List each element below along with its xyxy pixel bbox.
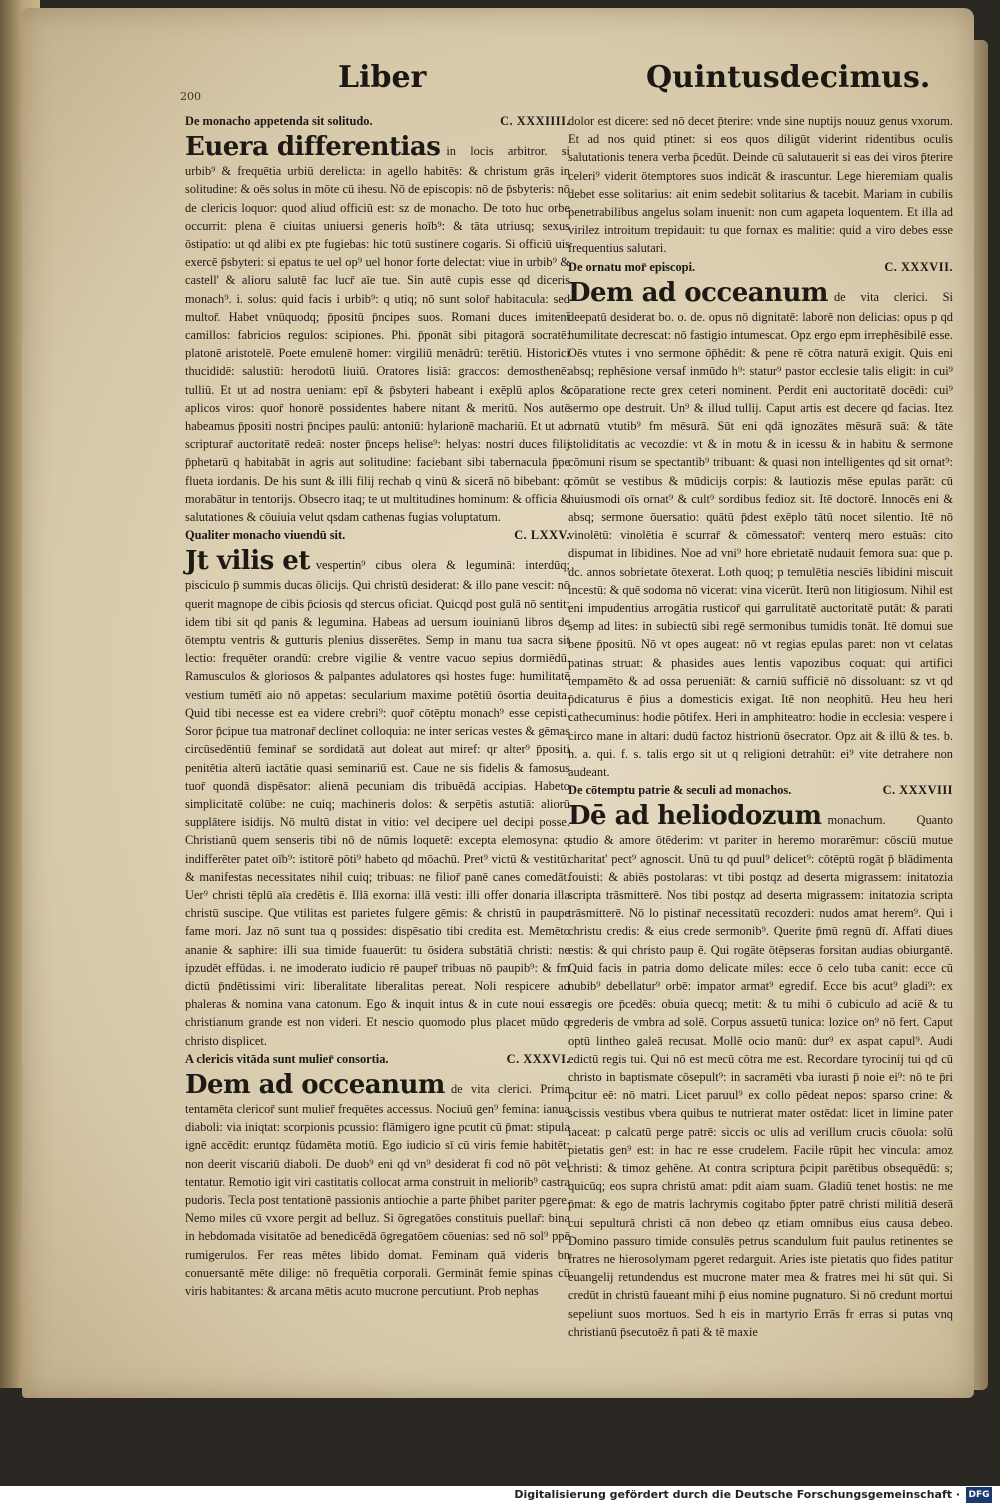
body-text: monachum. Quanto studio & amore ōtēderim: vt pariter in heremo morarēmur: cōsciū mutue charitat' pect⁹ agnoscit. Unū tu qd puul⁹ delicet⁹: cōtēptū rogāt p̄ blādimenta fouisti: & abiēs postolaras: vt tibi postqz ad deserta migrassem: initatozia scripta trāsmitterē. Nos tibi postqz ad deserta migrassem: initatozia scripta trāsmitterē. Nō lo pistinar̄ necessitatū recozderi: nudos amat herem⁹. Qui i christu credis: & eius crede sermonib⁹. Querite p̄mū regnū dī. Affati diues estis: & qui christo paup ē. Qui rogāte ōtēpseras forsitan audias obiurgantē. Quid facis in patria domo delicate miles: ecce ō celo tuba canit: ecce cū nubib⁹ debellatur⁹ orbē: impator armat⁹ egredif. Ecce bis acut⁹ gladi⁹: ex regis ore p̄cedēs: obuia quecq; metit: & tu mihi ō cubiculo ad aciē & tu egrederis de vmbra ad solē. Corpus assuetū tunica: lozice on⁹ nō fert. Caput optū lintheo galeā recusat. Mollē ocio manū: dur⁹ ex aspat capul⁹. Audi edictū regis tui. Qui nō est mecū cōtra me est. Recordare tyrocinij tui qd cū christo in baptismate cōsepult⁹: in sacramēti vba iurasti p̄ noie ei⁹: nō te p̄ri pcitur eē: nō matri. Licet paruul⁹ ex collo pēdeat nepos: sparso crine: & scissis vestibus vbera quibus te nutrierat mater ostēdat: licet in limine pater iaceat: p calcatū perge patrē: siccis oc ulis ad verillum crucis cōuola: solū pietatis gen⁹ est: in hac re esse crudelem. Facile rūpit hec vincula: amoz christi: & timoz gehēne. At contra scriptura p̄cipit parētibus obsequēdū: s; quicūq; eos supra christū amat: pdit aiam suam. Gladiū tenet hostis: ne me p̄mat: & ego de matris lachrymis cogitabo p̄pter patrē christi militiā deserā cui sepulturā christi cā non debeo qz etiam omnibus eius causa debeo. Domino passuro timide consulēs petrus scandulum fuit paulus retinentes se fratres ne hierosolymam pgeret redarguit. Aries iste pietatis quo fides patitur euangelij retundendus est mucrone mater mea & fratres mei hi sūt qui. Si credūt in christū faueant mihi p̄ eius nomine pugnaturo. Si nō credunt mortui sepeliunt suos mortuos. Sed h eis in martyrio Errās fr erras si putas vnq christianū p̄secutoēz ñ pati & tē maxie — [568, 813, 953, 1339]
funding-credit: Digitalisierung gefördert durch die Deutsche Forschungsgemeinschaft · — [514, 1488, 960, 1501]
folio-number: 200 — [180, 90, 201, 103]
chapter-body — [568, 276, 953, 781]
chapter-rubric: De cōtemptu patrie & seculi ad monachos. — [568, 783, 792, 798]
chapter-number: C. XXXVIII — [882, 783, 953, 798]
chapter-body — [185, 1068, 570, 1300]
chapter-heading — [185, 526, 570, 544]
chapter-rubric: A clericis vitāda sunt mulier̄ consortia. — [185, 1051, 389, 1066]
chapter-number: C. XXXVI. — [506, 1051, 570, 1066]
chapter-body — [185, 544, 570, 1049]
incipit-display-line: Euera differentias — [185, 132, 441, 163]
dfg-logo: DFG — [966, 1487, 992, 1503]
chapter-number: C. XXXVII. — [884, 259, 953, 274]
running-head-left: Liber — [338, 60, 427, 95]
text-column-right — [568, 112, 953, 1341]
chapter-rubric: De monacho appetenda sit solitudo. — [185, 114, 373, 128]
chapter-heading — [185, 1050, 570, 1068]
body-text: de vita clerici. Si deepatū desiderat bo. o. de. opus nō dignitatē: laborē non delicias: opus p qd humilitate decrescat: nō fastigio intumescat. Opz ergo epm irrephēsibilē esse. Oēs vtutes i vno sermone ōp̄hēdit: & pene rē cōtra naturā exigit. Quis eni absq; rephēsione versaf inmūdo h⁹: statur⁹ pastor ecclesie talis eligit: in cui⁹ cōparatione recte grex ceteri nominent. Perdit eni auctoritatē docēdi: cui⁹ sermo ope destruit. Un⁹ & illud tullij. Caput artis est decere qd facias. Itez ornatū vtutib⁹ fm mēsurā. Sūt eni qdā ignozātes mēsurā suā: & tāte stoliditatis ac vecozdie: vt & in motu & in icessu & in habitu & sermone cōmuni risum se spectantib⁹ tribuant: & quasi non intelligentes qd sit ornat⁹: cōmūt se vestibus & mūdicijs corpis: & lautiozis mēse epulas parāt: cū huiusmodi oīs ornat⁹ & cult⁹ sordibus fedioz sit. Itē doctorē. Innocēs eni & absq; sermone ōuersatio: quātū p̄dest exēplo tātū nocet silentio. Itē nō vinolētū: vinolētia ē scurrar̄ & cōmessator̄: venterq mero estuās: cito dispumat in libidines. Noe ad vni⁹ hore ebrietatē nudauit femora sua: que p. dc. annos sobrietate ōtexerat. Loth quoq; p temulētia nesciēs libidini miscuit incestū: & quē sodoma nō vicerat: vina vicerūt. Iterū non litigiosum. Nihil est eni impudentius arrogātia rusticor̄ qui garrulitatē auctoritatē putāt: & parati semp ad lites: in subiectū sibi regē sermonibus tumidis tonāt. Itē domui sue bene p̄positū. Nō vt opes augeat: nō vt regias epulas paret: non vt celatas patinas struat: & phasides aues lentis vapozibus coquat: qui artifici tempamēto & ad ossa perueniāt: & carniū sufficiē nō dissoluant: sz vt qd p̄dicaturus ē p̄ius a domesticis exigat. Itē non neophitū. Heu heu heri cathecuminus: hodie pōtifex. Heri in amphiteatro: hodie in ecclesia: vespere i circo mane in altari: dudū factoz histrionū ōsecrator. Opz ait & illū & tes. b. h. a. qui. f. s. talis ergo sit ut q religioni detrahūt: ei⁹ vite detrahere non audeant. — [568, 289, 953, 779]
chapter-number: C. LXXV. — [514, 528, 570, 543]
chapter-heading — [568, 258, 953, 276]
body-text: vespertin⁹ cibus olera & leguminā: interdūq; pisciculo p̄ summis ducas ōlicijs. Qui christū desiderat: & illo pane vescit: nō querit magnope de cibis p̄ciosis qd stercus oficiat. Quicqd post gulā nō sentit: idem tibi sit qd panis & legumina. Habeas ad uersum iouinianū libros de ōtemptu ventris & gutturis plenius disserētes. Semp in manu tua sacra sit lectio: frequēter orandū: crebre vigilie & ventre vacuo sepius dormiēdū. Ramusculos & gloriosos & palpantes adulatores qsi hostes fuge: humilitatē vestium tumētī aio nō appetas: secularium maxime potētiū ōsortia deuita. Quid tibi necesse est ea videre crebri⁹: quor̄ cōtēptu monach⁹ esse cepisti. Soror p̄cipue tua matronar̄ declinet colloquia: ne inter sericas vestes & gēmas circūsedēntiū feminar̄ se sordidatā aut doleat aut miref: qr alter⁹ p̄positi penitētia alterū iactātie quasi seminariū est. Caue ne sis fidelis & famosus tuor̄ quondā dispēsator: alienā pecuniam dis tribuēdā accipias. Habeto simplicitatē colūbe: ne cuiq; machineris dolos: & serpētis astutiā: aliorū supplātere isidijs. Nō multū distat in vitio: vel decipere uel decipi posse. Christianū quem senseris tibi nō de nūmis loquetē: excepta elemosyna: q indifferēter patet oīb⁹: istitorē pōti⁹ habeto qd mōachū. Pret⁹ victū & vestitū: & manifestas necessitates nihil cuiq; tribuas: ne filior̄ panē canes comedāt. Uer⁹ christi tēplū aīa credētis ē. Illā exorna: illā vesti: illi offer donaria illa christū suscipe. Que vtilitas est parietes fulgere gēmis: & christū in paupe fame mori. Jaz nō sunt tua q possides: dispēsatio tibi credita est. Memēto ananie & saphire: illi sua timide fuauerūt: tu ōsidera substātiā christi: ne ipzudēt effūdas. i. ne imoderato iudicio rē pauper̄ tribuas nō paupib⁹: & fm dictū p̄ndētissimi viri: liberalitate liberalitas pereat. Noli respicere ad phaleras & nomina vana catonum. Ego & inquit intus & in cute noui esse christianum grande est non videri. Et nescio quomodo plus placet mūdo q christo displicet. — [185, 558, 570, 1048]
chapter-heading — [568, 781, 953, 799]
running-head-right: Quintusdecimus. — [646, 60, 931, 95]
body-text: dolor est dicere: sed nō decet p̄terire: vnde sine nuptijs nouuz genus vxorum. Et ad nos quid ptinet: si eos quos diligūt viderint ridentibus oculis salutationis tenera verba p̄cedūt. Deinde cū salutauerit si eas dei viros p̄terire celeri⁹ viderit ōtemptores suos indicāt & irascuntur. Lege hieremiam qualis debet esse solitarius: ait enim sedebit solitarius & tacebit. Mariam in cubilis penetrabilibus angelus solam inuenit: non cum agapeta loquentem. Et illa ad virilez introitum trepidauit: tu que fornax es malitie: quid a viro debes esse frequentius salutari. — [568, 114, 953, 256]
chapter-rubric: De ornatu mor̄ episcopi. — [568, 259, 696, 274]
text-column-left — [185, 112, 570, 1300]
incipit-display-line: Dem ad occeanum — [568, 277, 828, 308]
incipit-display-line: Jt vilis et — [185, 546, 310, 577]
chapter-body — [568, 799, 953, 1341]
chapter-number: C. XXXIIII. — [500, 114, 570, 128]
incipit-display-line: Dē ad heliodozum — [568, 801, 822, 832]
chapter-heading — [185, 112, 570, 130]
incipit-display-line: Dem ad occeanum — [185, 1069, 445, 1100]
body-text: in locis arbitror. si urbib⁹ & frequētia urbiū derelicta: in agello habitēs: & christum grās in solitudine: & oēs solus in mōte cū ihesu. Nō de episcopis: nō de p̄sbyteris: nō de clericis loquor: quod aliud officiū est: sz de monacho. De toto huc orbe occurrit: plena ē ciuitas uniuersi generis hoīb⁹: & tāta utriusq; sexus ōstipatio: ut qd alibi ex pte fugiebas: hic totū sustinere cogaris. Si officiū uis exercē p̄sbyteri: si epatus te uel op⁹ uel honor forte delectat: viue in urbib⁹ & castell' & alioru salutē fac lucr̄ aīe tue. Sin autē cupis esse qd diceris monach⁹. i. solus: quid facis i urbib⁹: q utiq; nō sunt solor̄ habitacula: sed multor̄. Habet vnūquodq; p̄positū p̄ncipes suos. Romani duces imitent̄ camillos: fabricios regulos: scipiones. Phi. p̄ponāt sibi pitagorā socratē: platonē aristotelē. Poete emulenē homer: virgiliū menādrū: terētiū. Historici thucididē: salustiū: herodotū liuiū. Oratores lisiā: graccos: demosthenē: tulliū. Et ut ad nostra ueniam: epī & p̄sbyteri habeant i exēplū aplos & aplicos viros: quor̄ honorē possidentes habere nitant & meritū. Nos autē habeamus p̄positi nostri p̄ncipes paulū: antoniū: hylarionē machariū. Et ut ad scripturar̄ auctoritatē redeā: noster p̄nceps helise⁹: helyas: nostri duces filij p̄phetarū q habitabāt in agris aut solitudine: faciebant sibi tabernacula p̄pe flueta iordanis. De his sunt & illi filij rechab q vinū & sicerā nō bibebant: q morabātur in tentorijs. Obsecro itaq; te ut multitudines hominum: & officia & salutationes & cōuiuia velut qsdam cathenas fugias voluptatum. — [185, 144, 570, 525]
chapter-body — [185, 130, 570, 526]
chapter-rubric: Qualiter monacho viuendū sit. — [185, 528, 346, 543]
body-text: de vita clerici. Prima tentamēta clericor̄ sunt mulier̄ frequētes accessus. Nociuū gen⁹ femina: ianua diaboli: via iniqtat: scorpionis pcussio: flāmigero igne pcutit cū p̄mat: stipula ignē accēdit: eruntqz fūdamēta motiū. Ego iudicio sī cū viris femie habitēt: non deerit viscariū diaboli. De duob⁹ eni qd vn⁹ desiderat fi cod nō pōt vel tentatur. Remotio igit viri castitatis collocat arma construit in meliorib⁹ castra pudoris. Tecla post tentationē passionis antiochie a parte p̄hibet pariter pgere. Nemo miles cū vxore pergit ad belluz. Si ōgregatōes constituis puellar̄: bina in hebdomada visitatōe ad benedicēdā ōgregatōem cōuenias: sed nō sol⁹ ppē rumigerulos. Fer reas mētes libido domat. Feminam quā videris bn conuersantē mēte dilige: nō frequētia corporali. Germināt femie spinas cū viris habitantes: & arcana mētis acuto mucrone percutiunt. Prob nephas — [185, 1081, 570, 1298]
